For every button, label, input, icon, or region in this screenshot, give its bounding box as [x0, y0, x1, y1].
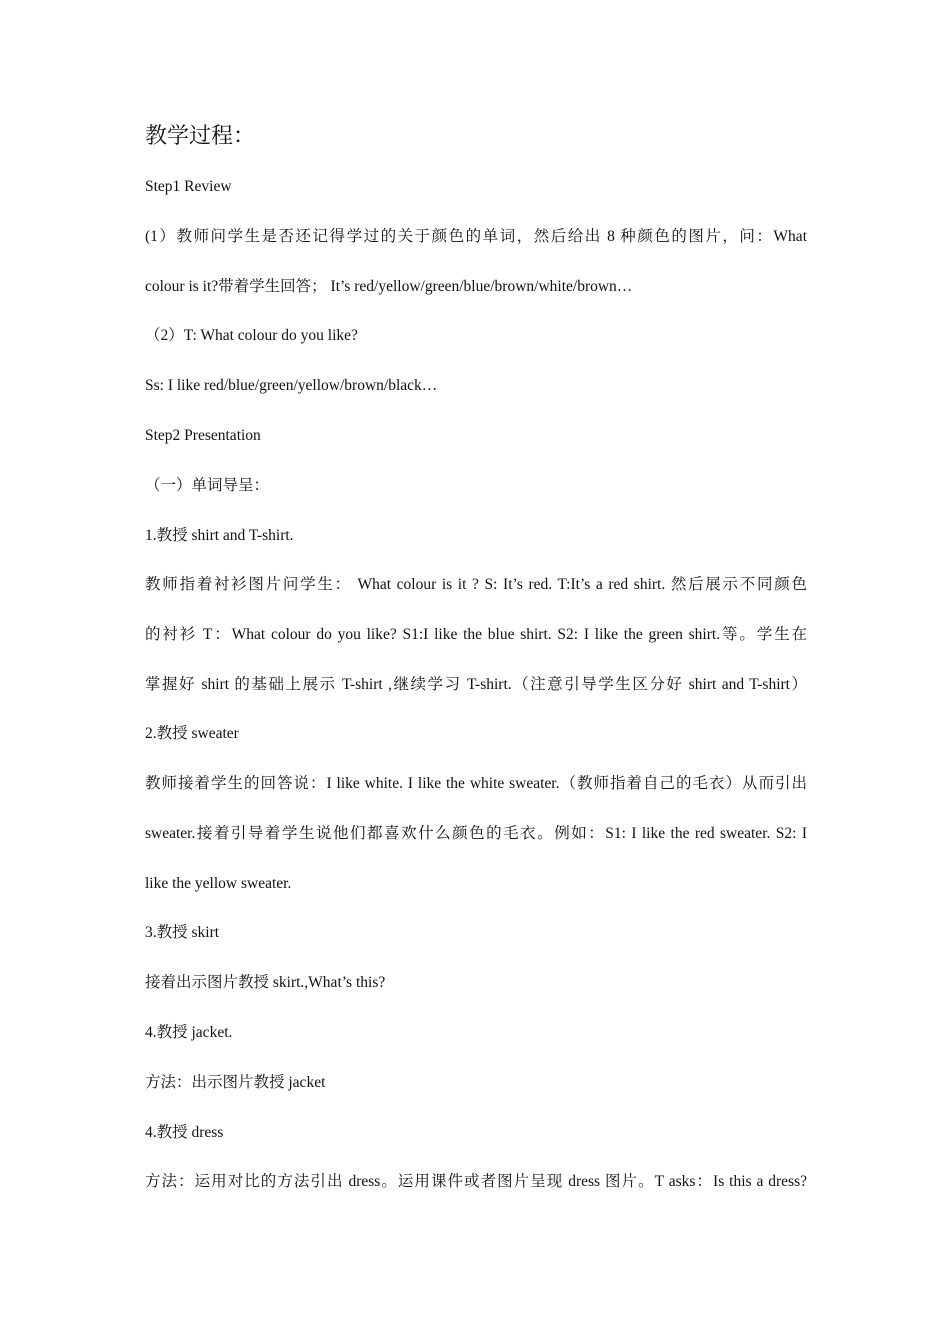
vocab-item-1-text-line-3: 掌握好 shirt 的基础上展示 T-shirt ,继续学习 T-shirt.（注意引导学生区分好 shirt and T-shirt） [145, 676, 807, 693]
vocab-item-5-text: 方法：运用对比的方法引出 dress。运用课件或者图片呈现 dress 图片。T asks：Is this a dress? [145, 1173, 807, 1190]
vocabulary-subheading: （一）单词导呈： [145, 477, 270, 494]
vocab-item-1-heading: 1.教授 shirt and T-shirt. [145, 527, 294, 544]
vocab-item-2-text-line-2: sweater.接着引导着学生说他们都喜欢什么颜色的毛衣。例如：S1: I like the red sweater. S2: I [145, 825, 807, 842]
vocab-item-4-heading: 4.教授 jacket. [145, 1024, 233, 1041]
vocab-item-1-text-line-2: 的衬衫 T：What colour do you like? S1:I like the blue shirt. S2: I like the green shirt.等。学生在 [145, 626, 807, 643]
vocab-item-1-text-line-1: 教师指着衬衫图片问学生： What colour is it ? S: It’s red. T:It’s a red shirt. 然后展示不同颜色 [145, 576, 807, 593]
vocab-item-2-text-line-1: 教师接着学生的回答说：I like white. I like the white sweater.（教师指着自己的毛衣）从而引出 [145, 775, 807, 792]
section-title: 教学过程： [145, 123, 256, 148]
vocab-item-2-heading: 2.教授 sweater [145, 725, 239, 742]
step2-heading: Step2 Presentation [145, 427, 261, 444]
vocab-item-3-heading: 3.教授 skirt [145, 924, 220, 941]
review-item-1-line-2: colour is it?带着学生回答； It’s red/yellow/green/blue/brown/white/brown… [145, 278, 633, 295]
review-item-2-question: （2）T: What colour do you like? [145, 327, 358, 344]
vocab-item-3-text: 接着出示图片教授 skirt.,What’s this? [145, 974, 386, 991]
step1-heading: Step1 Review [145, 178, 232, 195]
review-item-1-line-1: (1）教师问学生是否还记得学过的关于颜色的单词，然后给出 8 种颜色的图片，问：What [145, 228, 807, 245]
review-item-2-answer: Ss: I like red/blue/green/yellow/brown/black… [145, 377, 438, 394]
vocab-item-4-text: 方法：出示图片教授 jacket [145, 1074, 326, 1091]
vocab-item-5-heading: 4.教授 dress [145, 1124, 224, 1141]
vocab-item-2-text-line-3: like the yellow sweater. [145, 875, 292, 892]
